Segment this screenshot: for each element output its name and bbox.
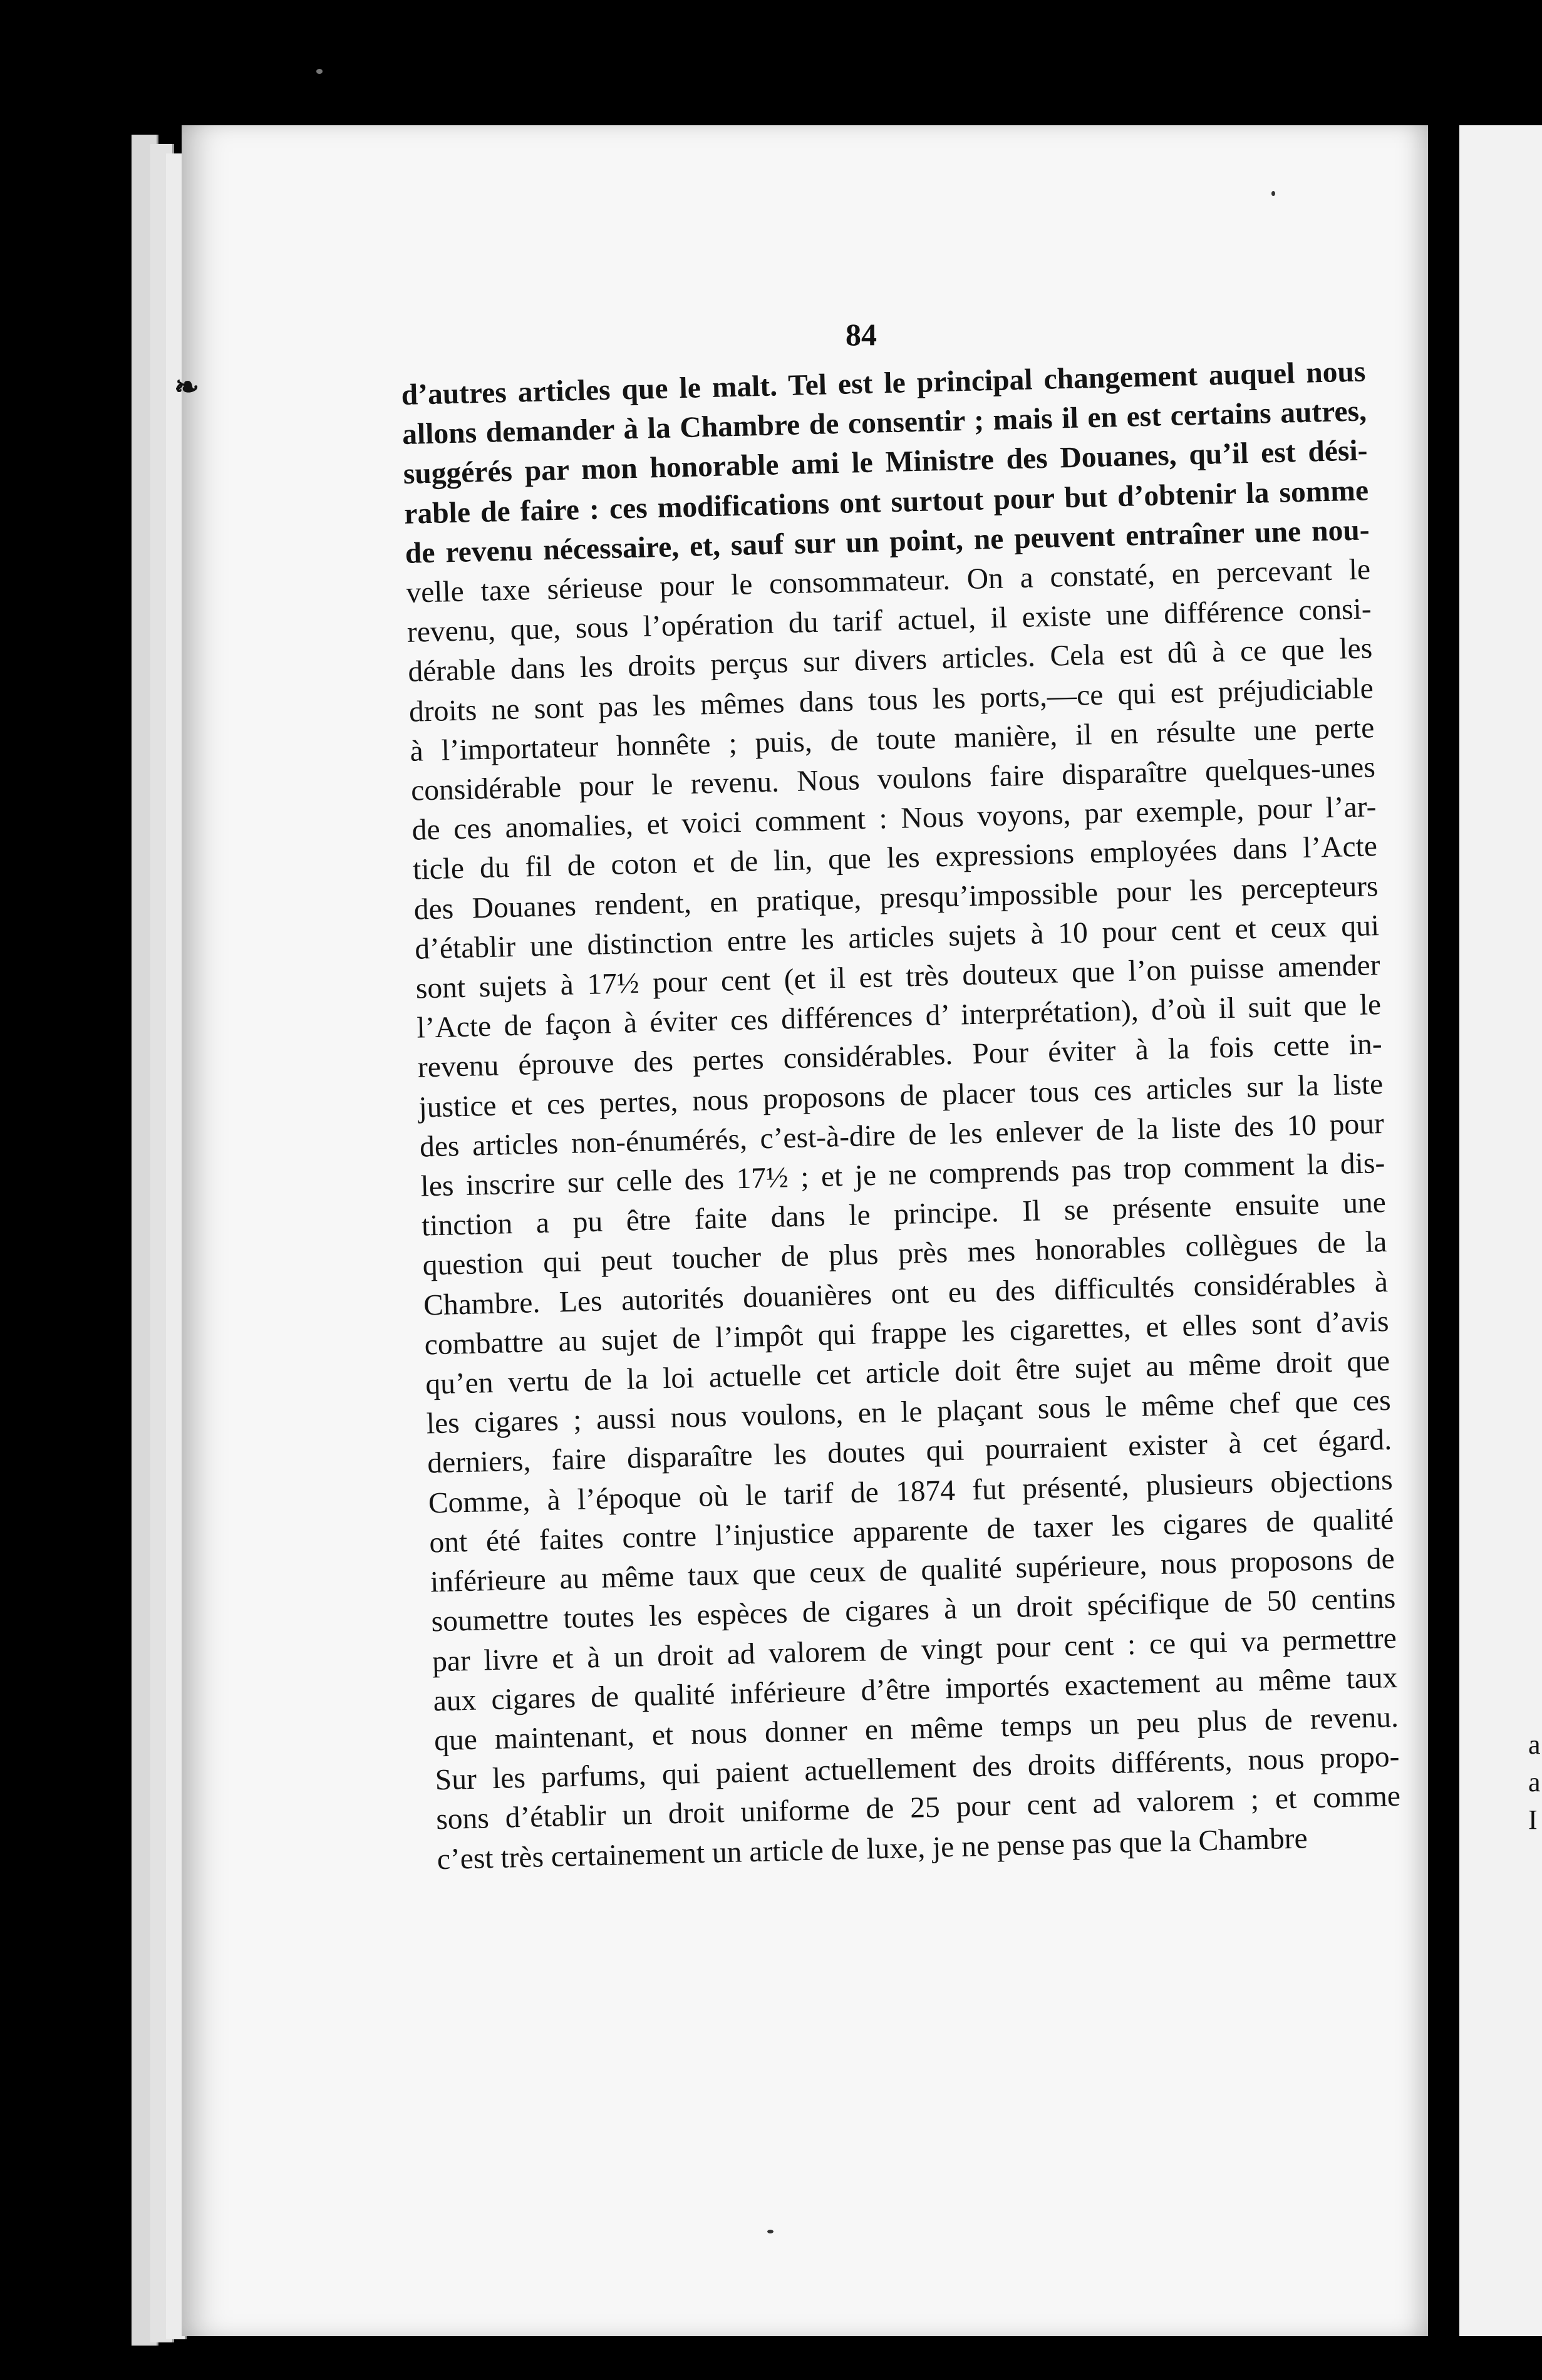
page-number: 84 [846, 317, 877, 352]
text-line: sons d’établir un droit uniforme de 25 pour cent ad valorem ; et comme [435, 1780, 1401, 1836]
text-line: ont été faites contre l’injustice apparente de taxer les cigares de qualité [428, 1503, 1394, 1560]
text-line: considérable pour le revenu. Nous voulons faire disparaître quelques-unes [410, 751, 1376, 807]
text-line: dérable dans les droits perçus sur divers articles. Cela est dû à ce que les [407, 632, 1373, 689]
scan-speck [316, 69, 323, 74]
margin-mark: ❧ [174, 371, 200, 404]
text-line: des Douanes rendent, en pratique, presqu’impossible pour les percepteurs [413, 869, 1379, 926]
scan-speck [767, 2230, 774, 2233]
text-line: rable de faire : ces modifications ont surtout pour but d’obtenir la somme [403, 473, 1369, 530]
text-line: suggérés par mon honorable ami le Ministre des Douanes, qu’il est dési- [403, 434, 1369, 491]
facing-page-letter: a [1528, 1729, 1541, 1760]
text-line: d’autres articles que le malt. Tel est le principal changement auquel nous [401, 355, 1366, 411]
text-line: soumettre toutes les espèces de cigares à un droit spécifique de 50 centins [430, 1582, 1396, 1638]
text-line: l’Acte de façon à éviter ces différences d’ interprétation), d’où il suit que le [416, 988, 1382, 1045]
text-line: d’établir une distinction entre les articles sujets à 10 pour cent et ceux qui [414, 909, 1380, 966]
scan-speck [1271, 191, 1275, 196]
body-text [401, 352, 1402, 1878]
text-line: inférieure au même taux que ceux de qualité supérieure, nous proposons de [430, 1542, 1395, 1599]
text-line: des articles non-énumérés, c’est-à-dire de les enlever de la liste des 10 pour [419, 1107, 1385, 1164]
text-line: revenu, que, sous l’opération du tarif actuel, il existe une différence consi- [406, 592, 1372, 649]
text-line: qu’en vertu de la loi actuelle cet article doit être sujet au même droit que [425, 1344, 1390, 1401]
text-line: Sur les parfums, qui paient actuellement des droits différents, nous propo- [435, 1740, 1400, 1797]
text-line: les inscrire sur celle des 17½ ; et je ne comprends pas trop comment la dis- [420, 1147, 1385, 1203]
text-line: question qui peut toucher de plus près mes honorables collègues de la [422, 1226, 1387, 1283]
text-line: aux cigares de qualité inférieure d’être importés exactement au même taux [433, 1661, 1398, 1718]
text-line: de revenu nécessaire, et, sauf sur un point, ne peuvent entraîner une nou- [405, 514, 1370, 570]
text-line: par livre et à un droit ad valorem de vingt pour cent : ce qui va permettre [432, 1622, 1397, 1678]
book-gutter [1428, 119, 1459, 2349]
text-line: combattre au sujet de l’impôt qui frappe les cigarettes, et elles sont d’avis [424, 1305, 1389, 1362]
text-line: revenu éprouve des pertes considérables. Pour éviter à la fois cette in- [417, 1028, 1383, 1085]
text-line: que maintenant, et nous donner en même temps un peu plus de revenu. [433, 1700, 1399, 1757]
text-line: ticle du fil de coton et de lin, que les expressions employées dans l’Acte [412, 830, 1378, 887]
facing-page-letter: a [1528, 1767, 1541, 1798]
text-line: Chambre. Les autorités douanières ont eu des difficultés considérables à [423, 1265, 1389, 1322]
text-line: allons demander à la Chambre de consentir ; mais il en est certains autres, [401, 395, 1367, 452]
text-line: les cigares ; aussi nous voulons, en le plaçant sous le même chef que ces [426, 1384, 1392, 1441]
facing-page-letter: I [1528, 1804, 1538, 1835]
text-line: de ces anomalies, et voici comment : Nous voyons, par exemple, pour l’ar- [411, 790, 1377, 847]
facing-page-edge [1459, 125, 1542, 2336]
text-line: droits ne sont pas les mêmes dans tous les ports,—ce qui est préjudiciable [408, 671, 1374, 728]
text-line: Comme, à l’époque où le tarif de 1874 fut présenté, plusieurs objections [428, 1463, 1394, 1520]
text-line: c’est très certainement un article de luxe, je ne pense pas que la Chambre [437, 1821, 1308, 1876]
text-line: à l’importateur honnête ; puis, de toute manière, il en résulte une perte [410, 711, 1375, 768]
text-line: derniers, faire disparaître les doutes qui pourraient exister à cet égard. [427, 1424, 1392, 1480]
text-line: justice et ces pertes, nous proposons de placer tous ces articles sur la liste [418, 1067, 1384, 1124]
text-line: velle taxe sérieuse pour le consommateur. On a constaté, en percevant le [405, 553, 1371, 609]
text-line: sont sujets à 17½ pour cent (et il est très douteux que l’on puisse amender [415, 949, 1381, 1005]
text-line: tinction a pu être faite dans le principe. Il se présente ensuite une [421, 1186, 1387, 1243]
